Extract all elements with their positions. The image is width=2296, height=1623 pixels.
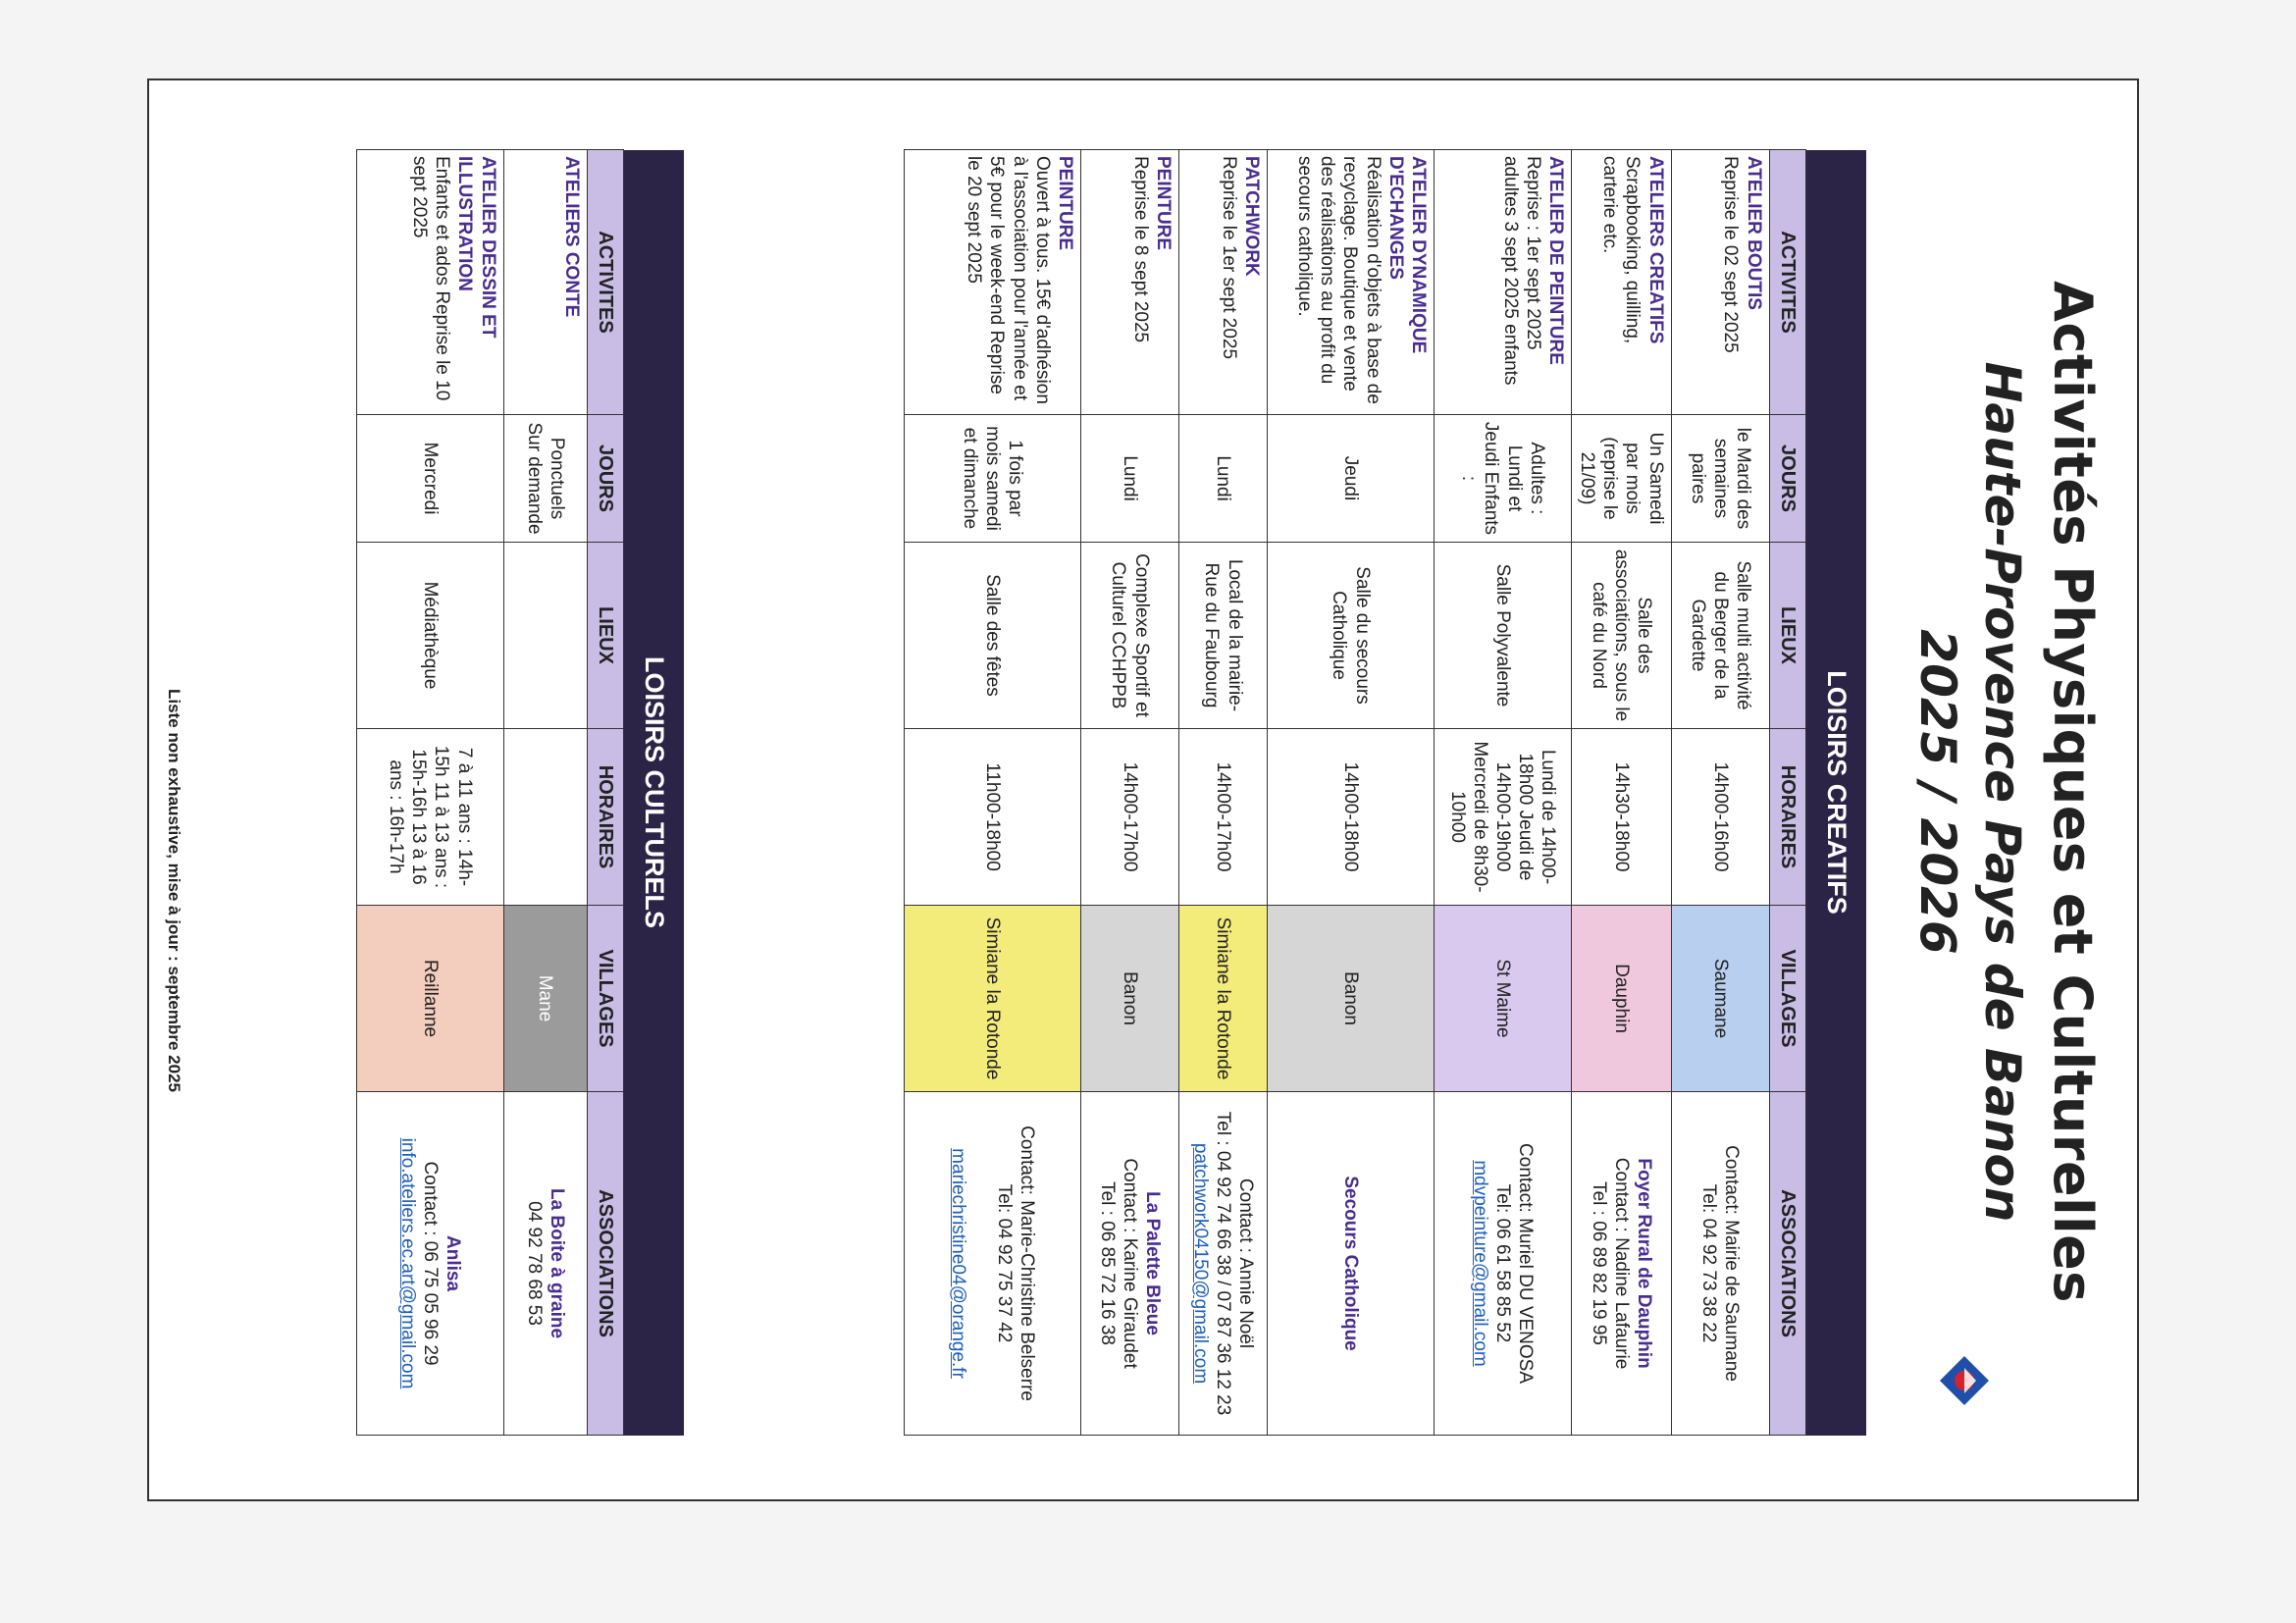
village-cell: Simiane la Rotonde — [904, 906, 1080, 1092]
contact-line: Contact: Muriel DU VENOSA — [1515, 1143, 1537, 1385]
page-subtitle: Haute-Provence Pays de Banon — [1974, 361, 2031, 1223]
place-cell: Salle des associations, sous le café du Nord — [1571, 543, 1671, 729]
col-header: JOURS — [587, 415, 623, 543]
hours-cell: 7 à 11 ans : 14h-15h 11 à 13 ans : 15h-16h 13 à 16 ans : 16h-17h — [356, 729, 503, 906]
association-name: Secours Catholique — [1340, 1176, 1362, 1351]
days-cell: Ponctuels Sur demande — [503, 415, 587, 543]
place-cell: Local de la mairie- Rue du Faubourg — [1178, 543, 1267, 729]
days-cell: Jeudi — [1267, 415, 1434, 543]
hours-cell — [503, 729, 587, 906]
footer-note: Liste non exhaustive, mise à jour : septembre 2025 — [165, 689, 183, 1092]
region-logo-icon — [1935, 1346, 1994, 1415]
village-cell: Dauphin — [1571, 906, 1671, 1092]
table-row — [356, 150, 503, 1436]
document-page — [147, 79, 2139, 1501]
activity-name: PEINTURE — [1054, 156, 1075, 251]
association-name: La Palette Bleue — [1142, 1191, 1164, 1335]
village-cell: Saumane — [1671, 906, 1769, 1092]
col-header: VILLAGES — [1769, 906, 1805, 1092]
table-row — [1080, 150, 1178, 1436]
table-row — [1434, 150, 1571, 1436]
table-row — [1671, 150, 1769, 1436]
place-cell: Salle multi activité du Berger de la Gardette — [1671, 543, 1769, 729]
table-row — [503, 150, 587, 1436]
table-row — [1178, 150, 1267, 1436]
village-cell: Banon — [1080, 906, 1178, 1092]
contact-line: Contact: Mairie de Saumane — [1721, 1145, 1743, 1382]
association-name: Foyer Rural de Dauphin — [1634, 1158, 1655, 1369]
village-cell: Reillanne — [356, 906, 503, 1092]
activity-name: ATELIER DE PEINTURE — [1544, 156, 1566, 365]
phone-line: Tel : 06 85 72 16 38 — [1096, 1181, 1118, 1345]
phone-line: 04 92 78 68 53 — [523, 1201, 545, 1326]
hours-cell: 14h00-17h00 — [1080, 729, 1178, 906]
section-band: LOISIRS CREATIFS — [1806, 150, 1866, 1436]
col-header: LIEUX — [587, 543, 623, 729]
email-link[interactable]: mariechristine04@orange.fr — [948, 1148, 969, 1379]
days-cell: Lundi — [1178, 415, 1267, 543]
phone-line: Tel: 06 61 58 85 52 — [1492, 1183, 1514, 1343]
col-header: ASSOCIATIONS — [1769, 1092, 1805, 1436]
days-cell: Mercredi — [356, 415, 503, 543]
days-cell: Lundi — [1080, 415, 1178, 543]
activity-detail: Reprise le 8 sept 2025 — [1129, 156, 1151, 343]
col-header: ASSOCIATIONS — [587, 1092, 623, 1436]
col-header: LIEUX — [1769, 543, 1805, 729]
activity-detail: Ouvert à tous. 15€ d'adhésion à l'association pour l'année et 5€ pour le week-end Reprise le 20 sept 2025 — [964, 156, 1053, 404]
days-cell: le Mardi des semaines paires — [1671, 415, 1769, 543]
hours-cell: 14h00-16h00 — [1671, 729, 1769, 906]
contact-line: Contact : 06 75 05 96 29 — [419, 1161, 441, 1366]
place-cell: Médiathèque — [356, 543, 503, 729]
table-row — [904, 150, 1080, 1436]
association-name: Anlisa — [442, 1235, 463, 1292]
contact-line: Contact : Annie Noël — [1235, 1178, 1257, 1349]
activity-name: ATELIERS CONTE — [560, 156, 582, 318]
col-header: HORAIRES — [587, 729, 623, 906]
village-cell: Banon — [1267, 906, 1434, 1092]
creative-leisure-table — [904, 149, 1866, 1436]
phone-line: Tel: 04 92 75 37 42 — [993, 1183, 1015, 1343]
village-cell: Mane — [503, 906, 587, 1092]
days-cell: Un Samedi par mois (reprise le 21/09) — [1571, 415, 1671, 543]
phone-line: Tel : 06 89 82 19 95 — [1588, 1181, 1609, 1345]
activity-name: ATELIER DESSIN ET ILLUSTRATION — [454, 156, 498, 339]
page-title: Activités Physiques et Culturelles — [2042, 281, 2104, 1303]
table-row — [1267, 150, 1434, 1436]
activity-detail: Reprise le 02 sept 2025 — [1720, 156, 1742, 353]
section-band: LOISIRS CULTURELS — [624, 150, 684, 1436]
place-cell: Salle des fêtes — [904, 543, 1080, 729]
activity-detail: Reprise : 1er sept 2025 adultes 3 sept 2025 enfants — [1499, 156, 1543, 386]
email-link[interactable]: patchwork04150@gmail.com — [1189, 1142, 1211, 1385]
village-cell: Simiane la Rotonde — [1178, 906, 1267, 1092]
hours-cell: 14h30-18h00 — [1571, 729, 1671, 906]
email-link[interactable]: info.ateliers.ec.art@gmail.com — [396, 1137, 418, 1389]
activity-detail: Scrapbooking, quilling, carterie etc. — [1599, 156, 1644, 344]
col-header: JOURS — [1769, 415, 1805, 543]
association-name: La Boite à graine — [546, 1187, 567, 1339]
days-cell: 1 fois par mois samedi et dimanche — [904, 415, 1080, 543]
cultural-leisure-table — [356, 149, 684, 1436]
phone-line: Tel : 04 92 74 66 38 / 07 87 36 12 23 — [1213, 1111, 1234, 1416]
activity-detail: Reprise le 1er sept 2025 — [1218, 156, 1239, 360]
activity-detail: Enfants et ados Reprise le 10 sept 2025 — [409, 156, 453, 401]
contact-line: Contact : Nadine Lafaurie — [1610, 1157, 1632, 1370]
hours-cell: 14h00-18h00 — [1267, 729, 1434, 906]
hours-cell: 11h00-18h00 — [904, 729, 1080, 906]
page-year: 2025 / 2026 — [1909, 629, 1966, 955]
rotated-sheet — [149, 80, 2141, 1503]
village-cell: St Maime — [1434, 906, 1571, 1092]
place-cell: Salle Polyvalente — [1434, 543, 1571, 729]
activity-name: PEINTURE — [1152, 156, 1174, 251]
email-link[interactable]: mdvpeinture@gmail.com — [1469, 1160, 1490, 1367]
contact-line: Contact: Marie-Christine Belserre — [1016, 1126, 1037, 1401]
col-header: VILLAGES — [587, 906, 623, 1092]
contact-line: Contact : Karine Giraudet — [1120, 1158, 1141, 1369]
hours-cell: 14h00-17h00 — [1178, 729, 1267, 906]
activity-name: ATELIER DYNAMIQUE D'ECHANGES — [1384, 156, 1429, 354]
hours-cell: Lundi de 14h00-18h00 Jeudi de 14h00-19h00 Mercredi de 8h30-10h00 — [1434, 729, 1571, 906]
place-cell — [503, 543, 587, 729]
days-cell: Adultes : Lundi et Jeudi Enfants : — [1434, 415, 1571, 543]
phone-line: Tel: 04 92 73 38 22 — [1698, 1183, 1720, 1343]
place-cell: Salle du secours Catholique — [1267, 543, 1434, 729]
activity-name: ATELIER BOUTIS — [1743, 156, 1764, 310]
col-header: ACTIVITES — [587, 150, 623, 415]
place-cell: Complexe Sportif et Culturel CCHPPB — [1080, 543, 1178, 729]
activity-name: ATELIERS CREATIFS — [1644, 156, 1666, 344]
activity-name: PATCHWORK — [1240, 156, 1262, 277]
activity-detail: Réalisation d'objets à base de recyclage. Boutique et vente des réalisations au profit du secours catholique. — [1294, 156, 1383, 404]
table-row — [1571, 150, 1671, 1436]
col-header: ACTIVITES — [1769, 150, 1805, 415]
col-header: HORAIRES — [1769, 729, 1805, 906]
